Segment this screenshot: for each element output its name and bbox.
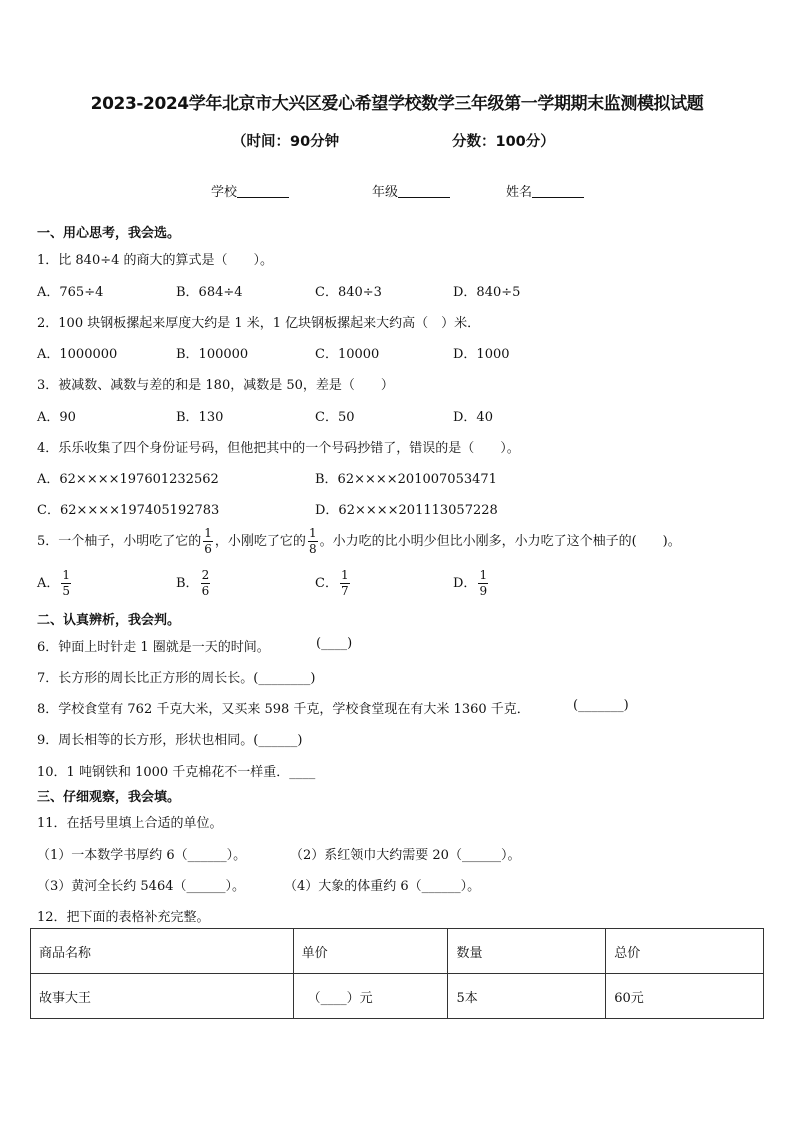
table-row (31, 974, 764, 1019)
q5-option-c[interactable]: C． $\frac{1}{7}$ (315, 568, 349, 598)
cell-unit-price-blank[interactable]: （____）元 (293, 974, 448, 1019)
q1-option-c[interactable]: C．840÷3 (315, 285, 382, 300)
table-header-row (31, 929, 764, 974)
time-limit: （时间：90分钟 (232, 134, 340, 150)
q5-option-a[interactable]: A． $\frac{1}{5}$ (37, 568, 71, 598)
grade-blank[interactable] (398, 184, 450, 198)
q11-item-1[interactable]: （1）一本数学书厚约 6（______）。 (37, 848, 247, 863)
q4-stem: 4．乐乐收集了四个身份证号码，但他把其中的一个号码抄错了，错误的是（ ）。 (37, 441, 520, 456)
q3-option-c[interactable]: C．50 (315, 410, 355, 425)
exam-title: 2023-2024学年北京市大兴区爱心希望学校数学三年级第一学期期末监测模拟试题 (90, 94, 704, 114)
fraction-one-sixth: $\frac{1}{6}$ (204, 526, 212, 556)
school-field (211, 181, 289, 200)
q4-option-c[interactable]: C．62××××197405192783 (37, 503, 220, 518)
q2-stem: 2．100 块钢板摞起来厚度大约是 1 米，1 亿块钢板摞起来大约高（ ）米． (37, 316, 481, 331)
header-total-price: 总价 (606, 929, 764, 974)
q4-option-b[interactable]: B．62××××201007053471 (315, 472, 497, 487)
section-3-heading: 三、仔细观察，我会填。 (37, 790, 181, 805)
section-2-heading: 二、认真辨析，我会判。 (37, 613, 181, 628)
header-unit-price: 单价 (293, 929, 448, 974)
total-score: 分数：100分） (452, 134, 555, 150)
q7-text[interactable]: 7．长方形的周长比正方形的周长长。(________) (37, 671, 316, 686)
school-blank[interactable] (237, 184, 289, 198)
q1-stem: 1．比 840÷4 的商大的算式是（ ）。 (37, 253, 274, 268)
q12-stem: 12．把下面的表格补充完整。 (37, 910, 210, 925)
q1-option-a[interactable]: A．765÷4 (37, 285, 104, 300)
fraction-one-seventh: $\frac{1}{7}$ (340, 568, 349, 598)
price-table (30, 928, 764, 1019)
grade-label: 年级 (372, 185, 399, 200)
q5-stem-part2: ，小刚吃了它的 (214, 534, 306, 549)
q10-text[interactable]: 10．1 吨钢铁和 1000 千克棉花不一样重．____ (37, 765, 316, 780)
q1-option-b[interactable]: B．684÷4 (176, 285, 243, 300)
q6-text: 6．钟面上时针走 1 圈就是一天的时间。 (37, 640, 270, 655)
name-blank[interactable] (532, 184, 584, 198)
q2-option-c[interactable]: C．10000 (315, 347, 380, 362)
q11-item-2[interactable]: （2）系红领巾大约需要 20（______）。 (290, 848, 521, 863)
q2-option-a[interactable]: A．1000000 (37, 347, 118, 362)
q4-option-a[interactable]: A．62××××197601232562 (37, 472, 219, 487)
q5-stem-part1: 5．一个柚子，小明吃了它的 (37, 534, 202, 549)
cell-quantity: 5本 (448, 974, 606, 1019)
fraction-one-fifth: $\frac{1}{5}$ (62, 568, 71, 598)
q6-answer-blank[interactable]: (____) (316, 636, 353, 651)
q3-option-b[interactable]: B．130 (176, 410, 224, 425)
q1-option-d[interactable]: D．840÷5 (453, 285, 521, 300)
header-product-name: 商品名称 (31, 929, 294, 974)
q11-stem: 11．在括号里填上合适的单位。 (37, 816, 223, 831)
q3-option-d[interactable]: D．40 (453, 410, 493, 425)
q5-stem-part3: 。小力吃的比小明少但比小刚多，小力吃了这个柚子的( )。 (319, 534, 681, 549)
name-field (506, 181, 584, 200)
q3-stem: 3．被减数、减数与差的和是 180，减数是 50，差是（ ） (37, 378, 394, 393)
cell-product-name: 故事大王 (31, 974, 294, 1019)
q3-option-a[interactable]: A．90 (37, 410, 76, 425)
q2-option-b[interactable]: B．100000 (176, 347, 249, 362)
q5-option-d[interactable]: D． $\frac{1}{9}$ (453, 568, 488, 598)
q8-text: 8．学校食堂有 762 千克大米，又买来 598 千克，学校食堂现在有大米 1360 千克． (37, 702, 530, 717)
q11-item-4[interactable]: （4）大象的体重约 6（______）。 (284, 879, 481, 894)
q5-option-b[interactable]: B． $\frac{2}{6}$ (176, 568, 210, 598)
school-label: 学校 (211, 185, 238, 200)
fraction-two-sixths: $\frac{2}{6}$ (201, 568, 210, 598)
q8-answer-blank[interactable]: (_______) (573, 698, 629, 713)
fraction-one-ninth: $\frac{1}{9}$ (479, 568, 488, 598)
q5-stem (37, 526, 681, 557)
grade-field (372, 181, 450, 200)
q4-option-d[interactable]: D．62××××201113057228 (315, 503, 498, 518)
header-quantity: 数量 (448, 929, 606, 974)
name-label: 姓名 (506, 185, 533, 200)
section-1-heading: 一、用心思考，我会选。 (37, 226, 181, 241)
fraction-one-eighth: $\frac{1}{8}$ (308, 526, 317, 556)
cell-total-price: 60元 (606, 974, 764, 1019)
q2-option-d[interactable]: D．1000 (453, 347, 510, 362)
q11-item-3[interactable]: （3）黄河全长约 5464（______）。 (37, 879, 245, 894)
q9-text[interactable]: 9．周长相等的长方形，形状也相同。(______) (37, 733, 303, 748)
